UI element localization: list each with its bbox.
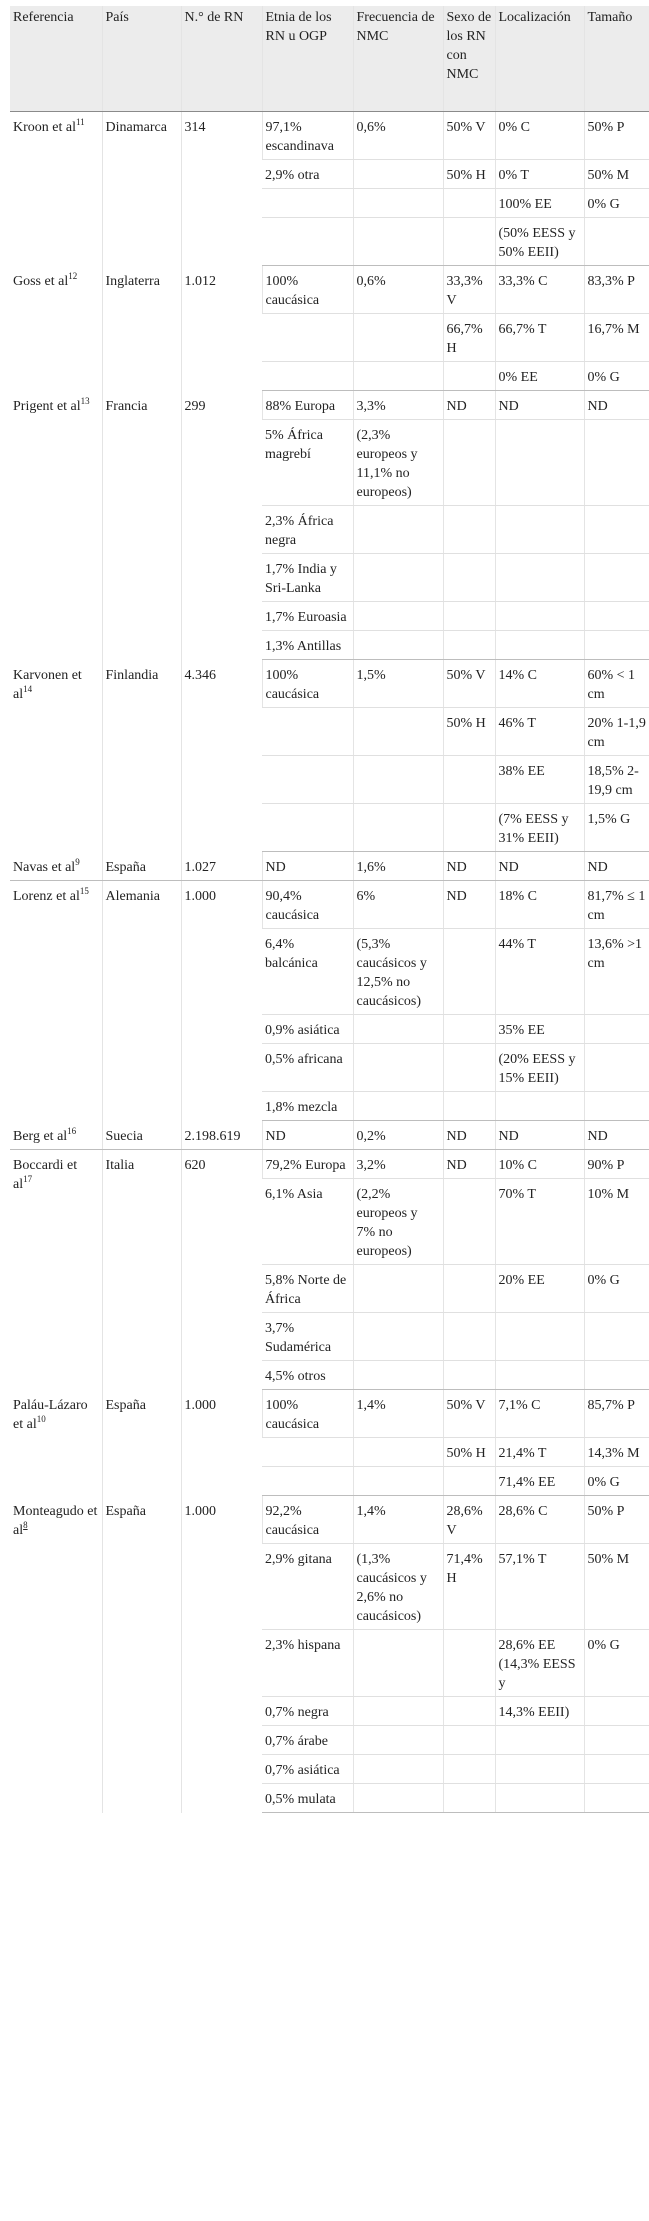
cell-referencia — [10, 266, 102, 391]
cell-frecuencia: (1,3% caucásicos y 2,6% no caucásicos) — [353, 1544, 443, 1630]
cell-frecuencia: 1,4% — [353, 1496, 443, 1544]
col-header-localizacion: Localización — [495, 6, 584, 112]
cell-localizacion: 28,6% EE (14,3% EESS y — [495, 1630, 584, 1697]
cell-etnia: 97,1% escandinava — [262, 112, 353, 160]
reference-name: Berg et al — [13, 1128, 68, 1144]
cell-frecuencia — [353, 506, 443, 554]
cell-localizacion: 21,4% T — [495, 1438, 584, 1467]
col-header-pais: País — [102, 6, 181, 112]
cell-tamano: ND — [584, 1121, 649, 1150]
cell-tamano: 0% G — [584, 1265, 649, 1313]
cell-localizacion: 28,6% C — [495, 1496, 584, 1544]
cell-sexo — [443, 1044, 495, 1092]
cell-tamano: 83,3% P — [584, 266, 649, 314]
cell-referencia — [10, 1150, 102, 1390]
cell-localizacion: 66,7% T — [495, 314, 584, 362]
table-row — [10, 881, 649, 929]
cell-frecuencia: 6% — [353, 881, 443, 929]
cell-sexo — [443, 1726, 495, 1755]
cell-localizacion — [495, 1755, 584, 1784]
cell-pais: Dinamarca — [102, 112, 181, 266]
cell-etnia: 0,7% negra — [262, 1697, 353, 1726]
cell-frecuencia — [353, 602, 443, 631]
reference-name: Boccardi et al — [13, 1158, 78, 1192]
cell-etnia: 5% África magrebí — [262, 420, 353, 506]
cell-etnia — [262, 1438, 353, 1467]
cell-sexo: ND — [443, 852, 495, 881]
cell-sexo — [443, 804, 495, 852]
cell-localizacion: 14% C — [495, 660, 584, 708]
cell-etnia: 88% Europa — [262, 391, 353, 420]
cell-localizacion: 57,1% T — [495, 1544, 584, 1630]
cell-tamano — [584, 420, 649, 506]
cell-sexo — [443, 362, 495, 391]
cell-frecuencia: 0,2% — [353, 1121, 443, 1150]
cell-frecuencia: 1,4% — [353, 1390, 443, 1438]
cell-n-rn: 299 — [181, 391, 262, 660]
cell-localizacion: 0% T — [495, 160, 584, 189]
cell-tamano: 1,5% G — [584, 804, 649, 852]
cell-localizacion: 18% C — [495, 881, 584, 929]
cell-sexo: 50% H — [443, 160, 495, 189]
cell-sexo — [443, 189, 495, 218]
cell-frecuencia — [353, 218, 443, 266]
cell-frecuencia — [353, 314, 443, 362]
col-header-n-rn: N.° de RN — [181, 6, 262, 112]
citation-number: 12 — [68, 270, 78, 281]
cell-localizacion: 10% C — [495, 1150, 584, 1179]
cell-sexo: 50% V — [443, 660, 495, 708]
cell-frecuencia — [353, 1726, 443, 1755]
cell-tamano: 0% G — [584, 362, 649, 391]
reference-name: Paláu-Lázaro et al — [13, 1397, 88, 1432]
cell-frecuencia — [353, 1265, 443, 1313]
cell-frecuencia: 0,6% — [353, 266, 443, 314]
cell-localizacion: ND — [495, 1121, 584, 1150]
cell-frecuencia — [353, 554, 443, 602]
cell-referencia — [10, 881, 102, 1121]
cell-frecuencia — [353, 1630, 443, 1697]
table-row — [10, 1121, 649, 1150]
cell-sexo — [443, 1265, 495, 1313]
cell-localizacion — [495, 1092, 584, 1121]
cell-etnia — [262, 756, 353, 804]
citation-number: 9 — [75, 856, 80, 867]
cell-localizacion — [495, 1784, 584, 1813]
cell-referencia — [10, 1390, 102, 1496]
cell-n-rn: 1.027 — [181, 852, 262, 881]
table-row — [10, 1150, 649, 1179]
cell-etnia: 1,7% India y Sri-Lanka — [262, 554, 353, 602]
cell-tamano: 81,7% ≤ 1 cm — [584, 881, 649, 929]
cell-etnia: 2,9% gitana — [262, 1544, 353, 1630]
cell-tamano: 50% M — [584, 160, 649, 189]
cell-tamano — [584, 1044, 649, 1092]
cell-sexo: ND — [443, 1121, 495, 1150]
cell-frecuencia: (2,3% europeos y 11,1% no europeos) — [353, 420, 443, 506]
cell-sexo — [443, 1630, 495, 1697]
cell-localizacion — [495, 554, 584, 602]
cell-localizacion: 46% T — [495, 708, 584, 756]
cell-sexo — [443, 1179, 495, 1265]
cell-localizacion: (20% EESS y 15% EEII) — [495, 1044, 584, 1092]
cell-tamano: 0% G — [584, 1630, 649, 1697]
cell-tamano: 14,3% M — [584, 1438, 649, 1467]
cell-etnia — [262, 218, 353, 266]
cell-etnia: 2,3% hispana — [262, 1630, 353, 1697]
cell-frecuencia — [353, 1313, 443, 1361]
cell-localizacion: 70% T — [495, 1179, 584, 1265]
col-header-tamano: Tamaño — [584, 6, 649, 112]
cell-localizacion: 44% T — [495, 929, 584, 1015]
cell-localizacion: 100% EE — [495, 189, 584, 218]
cell-etnia: 3,7% Sudamérica — [262, 1313, 353, 1361]
cell-frecuencia: 1,6% — [353, 852, 443, 881]
cell-sexo — [443, 1361, 495, 1390]
cell-etnia: ND — [262, 852, 353, 881]
cell-tamano: ND — [584, 391, 649, 420]
reference-name: Navas et al — [13, 859, 76, 875]
cell-frecuencia — [353, 631, 443, 660]
cell-tamano: 60% < 1 cm — [584, 660, 649, 708]
cell-frecuencia: 3,3% — [353, 391, 443, 420]
table-row — [10, 1496, 649, 1544]
cell-n-rn: 1.000 — [181, 881, 262, 1121]
cell-tamano: 85,7% P — [584, 1390, 649, 1438]
cell-etnia: 100% caucásica — [262, 266, 353, 314]
cell-sexo: 50% V — [443, 1390, 495, 1438]
cell-tamano — [584, 631, 649, 660]
cell-tamano: 50% M — [584, 1544, 649, 1630]
cell-sexo — [443, 1092, 495, 1121]
cell-etnia: ND — [262, 1121, 353, 1150]
cell-n-rn: 620 — [181, 1150, 262, 1390]
cell-referencia — [10, 660, 102, 852]
cell-etnia: 0,9% asiática — [262, 1015, 353, 1044]
cell-tamano: 50% P — [584, 112, 649, 160]
cell-localizacion: 35% EE — [495, 1015, 584, 1044]
cell-localizacion: 0% EE — [495, 362, 584, 391]
cell-sexo: ND — [443, 881, 495, 929]
cell-frecuencia — [353, 804, 443, 852]
cell-sexo — [443, 1313, 495, 1361]
cell-tamano: 90% P — [584, 1150, 649, 1179]
cell-tamano: ND — [584, 852, 649, 881]
cell-localizacion: 0% C — [495, 112, 584, 160]
cell-localizacion: 7,1% C — [495, 1390, 584, 1438]
cell-etnia: 0,5% mulata — [262, 1784, 353, 1813]
cell-pais: Inglaterra — [102, 266, 181, 391]
cell-frecuencia — [353, 756, 443, 804]
cell-frecuencia — [353, 160, 443, 189]
cell-sexo: 66,7% H — [443, 314, 495, 362]
cell-tamano — [584, 506, 649, 554]
cell-sexo — [443, 1784, 495, 1813]
cell-localizacion — [495, 1726, 584, 1755]
citation-number: 11 — [75, 117, 85, 127]
cell-n-rn: 1.000 — [181, 1496, 262, 1813]
reference-name: Goss et al — [13, 273, 69, 289]
cell-pais: Alemania — [102, 881, 181, 1121]
table-body — [10, 112, 649, 1813]
cell-etnia: 1,3% Antillas — [262, 631, 353, 660]
table-row — [10, 852, 649, 881]
cell-sexo — [443, 1755, 495, 1784]
cell-referencia — [10, 1121, 102, 1150]
citation-number: 17 — [23, 1174, 33, 1184]
cell-etnia — [262, 189, 353, 218]
cell-tamano — [584, 1784, 649, 1813]
cell-sexo — [443, 1015, 495, 1044]
cell-etnia: 100% caucásica — [262, 1390, 353, 1438]
table-header — [10, 6, 649, 112]
cell-localizacion: (50% EESS y 50% EEII) — [495, 218, 584, 266]
cell-frecuencia: 0,6% — [353, 112, 443, 160]
cell-sexo: 71,4% H — [443, 1544, 495, 1630]
cell-sexo: 50% H — [443, 708, 495, 756]
cell-localizacion — [495, 631, 584, 660]
reference-name: Monteagudo et al — [13, 1503, 98, 1538]
cell-sexo — [443, 756, 495, 804]
table-row — [10, 1390, 649, 1438]
cell-n-rn: 1.000 — [181, 1390, 262, 1496]
cell-sexo: ND — [443, 391, 495, 420]
cell-referencia — [10, 852, 102, 881]
cell-frecuencia — [353, 1697, 443, 1726]
cell-referencia — [10, 112, 102, 266]
cell-etnia: 1,8% mezcla — [262, 1092, 353, 1121]
cell-frecuencia: 3,2% — [353, 1150, 443, 1179]
cell-frecuencia — [353, 1467, 443, 1496]
cell-localizacion — [495, 602, 584, 631]
table-row — [10, 112, 649, 160]
cell-localizacion: ND — [495, 852, 584, 881]
citation-number: 16 — [67, 1125, 77, 1136]
table-row — [10, 660, 649, 708]
cell-etnia — [262, 314, 353, 362]
cell-sexo: ND — [443, 1150, 495, 1179]
cell-sexo — [443, 929, 495, 1015]
cell-etnia — [262, 708, 353, 756]
cell-etnia: 0,7% asiática — [262, 1755, 353, 1784]
cell-tamano — [584, 1726, 649, 1755]
cell-etnia: 5,8% Norte de África — [262, 1265, 353, 1313]
cell-etnia: 6,1% Asia — [262, 1179, 353, 1265]
citation-number: 13 — [80, 395, 90, 406]
cell-etnia: 79,2% Europa — [262, 1150, 353, 1179]
cell-sexo: 50% V — [443, 112, 495, 160]
cell-localizacion: 14,3% EEII) — [495, 1697, 584, 1726]
cell-tamano — [584, 602, 649, 631]
cell-sexo: 50% H — [443, 1438, 495, 1467]
cell-pais: España — [102, 852, 181, 881]
cell-n-rn: 2.198.619 — [181, 1121, 262, 1150]
cell-tamano — [584, 1361, 649, 1390]
cell-etnia: 1,7% Euroasia — [262, 602, 353, 631]
cell-tamano — [584, 218, 649, 266]
reference-name: Lorenz et al — [13, 889, 80, 904]
cell-tamano: 13,6% >1 cm — [584, 929, 649, 1015]
reference-name: Karvonen et al — [13, 667, 82, 702]
cell-frecuencia: (5,3% caucásicos y 12,5% no caucásicos) — [353, 929, 443, 1015]
cell-tamano — [584, 1015, 649, 1044]
cell-referencia — [10, 391, 102, 660]
col-header-frecuencia: Frecuencia de NMC — [353, 6, 443, 112]
cell-sexo — [443, 506, 495, 554]
cell-etnia: 2,9% otra — [262, 160, 353, 189]
studies-table — [10, 6, 649, 1813]
cell-pais: Francia — [102, 391, 181, 660]
citation-number: 10 — [36, 1413, 46, 1424]
cell-localizacion — [495, 1361, 584, 1390]
cell-frecuencia — [353, 1438, 443, 1467]
cell-sexo — [443, 602, 495, 631]
cell-sexo — [443, 1697, 495, 1726]
cell-frecuencia: 1,5% — [353, 660, 443, 708]
header-row — [10, 6, 649, 112]
cell-sexo — [443, 420, 495, 506]
reference-name: Prigent et al — [13, 398, 81, 414]
cell-sexo: 28,6% V — [443, 1496, 495, 1544]
cell-localizacion — [495, 1313, 584, 1361]
cell-frecuencia — [353, 1092, 443, 1121]
cell-tamano — [584, 1697, 649, 1726]
cell-pais: España — [102, 1390, 181, 1496]
reference-name: Kroon et al — [13, 120, 76, 135]
cell-tamano — [584, 554, 649, 602]
citation-number: 15 — [79, 886, 89, 896]
cell-tamano: 20% 1-1,9 cm — [584, 708, 649, 756]
cell-n-rn: 314 — [181, 112, 262, 266]
table-row — [10, 391, 649, 420]
cell-sexo: 33,3% V — [443, 266, 495, 314]
cell-etnia: 92,2% caucásica — [262, 1496, 353, 1544]
cell-pais: Suecia — [102, 1121, 181, 1150]
cell-pais: España — [102, 1496, 181, 1813]
cell-pais: Italia — [102, 1150, 181, 1390]
cell-frecuencia — [353, 1361, 443, 1390]
cell-n-rn: 4.346 — [181, 660, 262, 852]
cell-etnia — [262, 362, 353, 391]
cell-frecuencia — [353, 1015, 443, 1044]
cell-frecuencia — [353, 1755, 443, 1784]
cell-tamano — [584, 1313, 649, 1361]
cell-frecuencia — [353, 1044, 443, 1092]
cell-sexo — [443, 1467, 495, 1496]
cell-frecuencia — [353, 708, 443, 756]
cell-tamano — [584, 1755, 649, 1784]
cell-localizacion: 71,4% EE — [495, 1467, 584, 1496]
cell-frecuencia — [353, 1784, 443, 1813]
cell-localizacion: 33,3% C — [495, 266, 584, 314]
cell-etnia: 90,4% caucásica — [262, 881, 353, 929]
cell-localizacion — [495, 420, 584, 506]
cell-tamano — [584, 1092, 649, 1121]
cell-frecuencia — [353, 362, 443, 391]
cell-localizacion — [495, 506, 584, 554]
cell-tamano: 0% G — [584, 1467, 649, 1496]
cell-referencia — [10, 1496, 102, 1813]
cell-etnia: 4,5% otros — [262, 1361, 353, 1390]
cell-sexo — [443, 218, 495, 266]
cell-etnia: 0,5% africana — [262, 1044, 353, 1092]
cell-pais: Finlandia — [102, 660, 181, 852]
cell-etnia: 0,7% árabe — [262, 1726, 353, 1755]
cell-frecuencia — [353, 189, 443, 218]
cell-etnia: 2,3% África negra — [262, 506, 353, 554]
cell-frecuencia: (2,2% europeos y 7% no europeos) — [353, 1179, 443, 1265]
cell-etnia: 6,4% balcánica — [262, 929, 353, 1015]
cell-tamano: 16,7% M — [584, 314, 649, 362]
cell-tamano: 0% G — [584, 189, 649, 218]
cell-tamano: 50% P — [584, 1496, 649, 1544]
citation-number[interactable]: 8 — [23, 1519, 28, 1530]
cell-localizacion: 20% EE — [495, 1265, 584, 1313]
cell-localizacion: (7% EESS y 31% EEII) — [495, 804, 584, 852]
citation-number: 14 — [23, 683, 33, 694]
cell-sexo — [443, 631, 495, 660]
cell-etnia — [262, 804, 353, 852]
cell-tamano: 10% M — [584, 1179, 649, 1265]
cell-etnia — [262, 1467, 353, 1496]
table-row — [10, 266, 649, 314]
col-header-sexo: Sexo de los RN con NMC — [443, 6, 495, 112]
cell-localizacion: 38% EE — [495, 756, 584, 804]
col-header-etnia: Etnia de los RN u OGP — [262, 6, 353, 112]
cell-n-rn: 1.012 — [181, 266, 262, 391]
cell-sexo — [443, 554, 495, 602]
cell-etnia: 100% caucásica — [262, 660, 353, 708]
cell-tamano: 18,5% 2-19,9 cm — [584, 756, 649, 804]
cell-localizacion: ND — [495, 391, 584, 420]
col-header-referencia: Referencia — [10, 6, 102, 112]
